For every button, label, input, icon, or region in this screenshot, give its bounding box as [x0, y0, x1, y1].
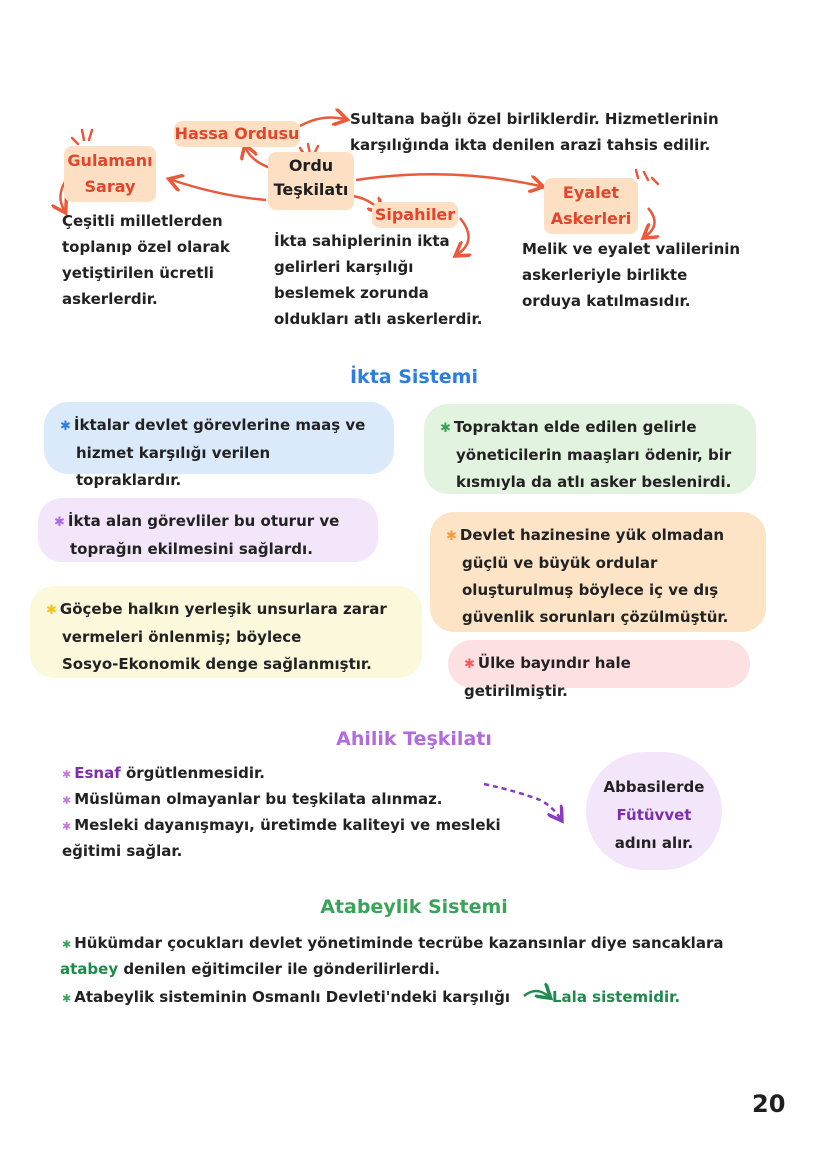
eyalet-title-1: Eyalet: [562, 183, 620, 202]
eyalet-desc: Melik ve eyalet valilerinin askerleriyle birlikte orduya katılmasıdır.: [522, 240, 741, 310]
ikta-box-5: ✱ Göçebe halkın yerleşik unsurlara zarar vermeleri önlenmiş; böylece Sosyo-Ekonomik denge sağlanmıştır.: [30, 586, 422, 678]
ikta-title: İkta Sistemi: [349, 366, 478, 388]
atabey-arrow: [524, 991, 548, 996]
bullet-icon: ✱: [62, 794, 72, 807]
star-icon: ✱: [440, 421, 451, 436]
atabey-result: Lala sistemidir.: [552, 988, 681, 1006]
ahilik-item-2: ✱ Müslüman olmayanlar bu teşkilata alınmaz.: [62, 790, 443, 808]
ikta-box-6: ✱ Ülke bayındır hale getirilmiştir.: [448, 640, 750, 688]
arrow-to-eyalet: [356, 174, 540, 186]
arrow-to-hassa: [246, 148, 270, 168]
ikta-box-4: ✱ Devlet hazinesine yük olmadan güçlü ve büyük ordular oluşturulmuş böylece iç ve dış güvenlik sorunları çözülmüştür.: [430, 512, 766, 632]
ahilik-title: Ahilik Teşkilatı: [336, 728, 492, 750]
hassa-title: Hassa Ordusu: [174, 124, 300, 143]
ikta-box-1: ✱ İktalar devlet görevlerine maaş ve hizmet karşılığı verilen topraklardır.: [44, 402, 394, 474]
hassa-desc-2: karşılığında ikta denilen arazi tahsis edilir.: [350, 136, 711, 154]
gulam-title-1: Gulamanı: [67, 151, 153, 170]
gulam-desc: Çeşitli milletlerden toplanıp özel olarak yetiştirilen ücretli askerlerdir.: [62, 212, 230, 308]
arrow-eyalet-desc: [646, 208, 655, 236]
bullet-icon: ✱: [62, 938, 72, 951]
ahilik-side-3: adını alır.: [614, 834, 694, 852]
page-number: 20: [752, 1090, 786, 1118]
ikta-box-3: ✱ İkta alan görevliler bu oturur ve toprağın ekilmesini sağlardı.: [38, 498, 378, 562]
arrow-to-gulam: [172, 180, 266, 200]
ahilik-side-2: Fütüvvet: [616, 806, 692, 824]
hassa-desc-1: Sultana bağlı özel birliklerdir. Hizmetlerinin: [350, 110, 719, 128]
sipahi-title: Sipahiler: [374, 205, 456, 224]
atabeylik-title: Atabeylik Sistemi: [320, 896, 508, 918]
eyalet-title-2: Askerleri: [550, 209, 632, 228]
star-icon: ✱: [60, 419, 71, 434]
atabey-item-1: ✱ Hükümdar çocukları devlet yönetiminde tecrübe kazansınlar diye sancaklara: [62, 934, 724, 952]
star-icon: ✱: [446, 529, 457, 544]
ahilik-item-3-cont: eğitimi sağlar.: [62, 842, 183, 860]
ahilik-item-1: ✱ Esnaf örgütlenmesidir.: [62, 764, 265, 782]
bullet-icon: ✱: [62, 992, 72, 1005]
star-icon: ✱: [464, 657, 475, 672]
gulam-title-2: Saray: [84, 177, 136, 196]
ordu-center-label: Ordu Teşkilatı: [273, 156, 349, 199]
ikta-box-2: ✱ Topraktan elde edilen gelirle yöneticilerin maaşları ödenir, bir kısmıyla da atlı asker beslenirdi.: [424, 404, 756, 494]
atabey-item-2: ✱ Atabeylik sisteminin Osmanlı Devleti'ndeki karşılığı: [62, 988, 511, 1006]
sipahi-desc: İkta sahiplerinin ikta gelirleri karşılığı beslemek zorunda oldukları atlı askerlerdir.: [274, 232, 483, 328]
bullet-icon: ✱: [62, 768, 72, 781]
ahilik-item-3: ✱ Mesleki dayanışmayı, üretimde kaliteyi ve mesleki: [62, 816, 501, 834]
star-icon: ✱: [46, 603, 57, 618]
bullet-icon: ✱: [62, 820, 72, 833]
ahilik-side-1: Abbasilerde: [603, 778, 705, 796]
arrow-hassa-desc: [300, 118, 344, 126]
atabey-item-1-cont: atabey denilen eğitimciler ile gönderilirlerdi.: [60, 960, 441, 978]
star-icon: ✱: [54, 515, 65, 530]
